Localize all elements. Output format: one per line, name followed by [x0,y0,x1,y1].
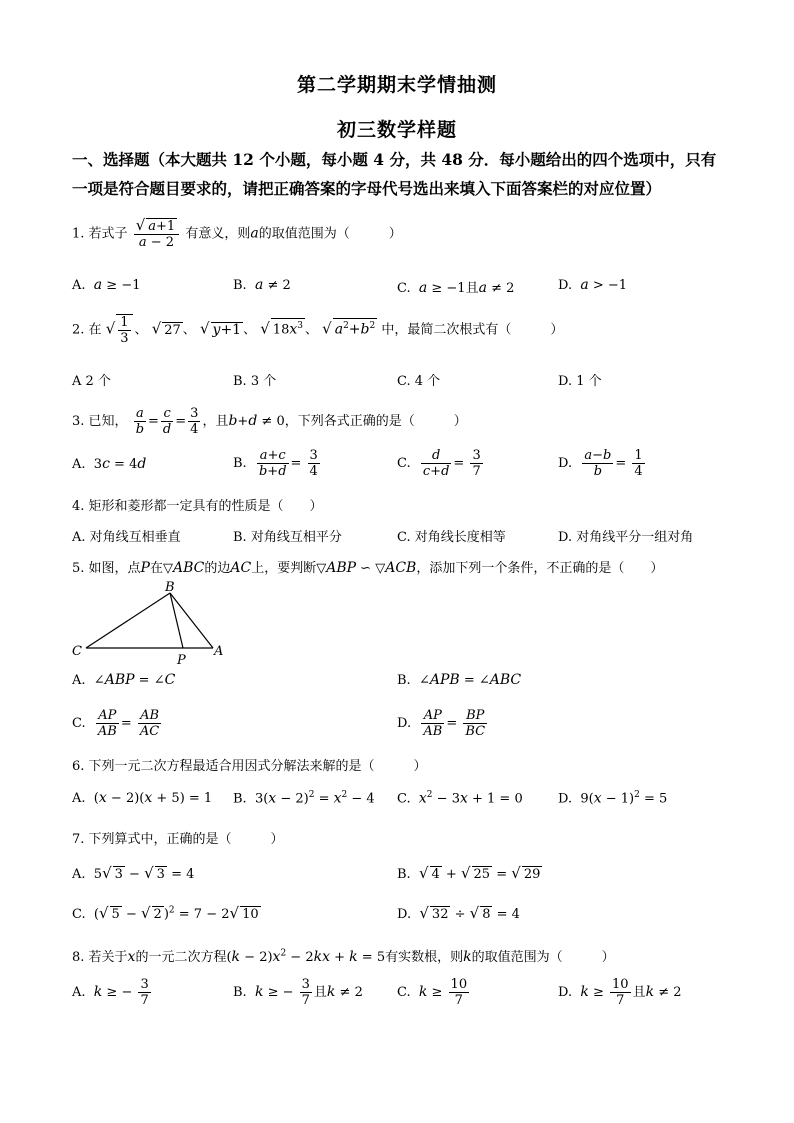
q8-option-a[interactable]: A. k ≥ − $\frac{3}{7}$ [72,977,149,1008]
q4-option-c[interactable]: C. 对角线长度相等 [397,530,506,545]
q5-option-c[interactable]: C. $\frac{AP}{AB}$ = $\frac{AB}{AC}$ [72,708,160,739]
question-2: 2. 在 √ $\frac{1}{3}$ 、 √ 27 、 √ y+1 、 √ $18x^3$ 、 √ $a^2+b^2$ 中，最简二次根式有（ ） [72,315,564,346]
q2-option-a[interactable]: A 2 个 [72,374,111,389]
section-heading-line2: 一项是符合题目要求的，请把正确答案的字母代号选出来填入下面答案栏的对应位置） [72,179,662,198]
q6-option-d[interactable]: D. $9(x - 1)^2 = 5$ [558,790,668,807]
section-heading [72,145,732,203]
q2-option-d[interactable]: D. 1 个 [558,374,602,389]
q8-option-d[interactable]: D. k ≥ $\frac{10}{7}$ 且k ≠ 2 [558,977,682,1008]
q5-option-b[interactable]: B. ∠APB = ∠ABC [397,672,522,688]
q6-option-b[interactable]: B. $3(x - 2)^2 = x^2 - 4$ [233,790,375,807]
q3-option-d[interactable]: D. $\frac{a-b}{b}$ = $\frac{1}{4}$ [558,448,643,479]
q5-option-a[interactable]: A. ∠ABP = ∠C [72,672,176,688]
q3-option-a[interactable]: A. 3c = 4d [72,456,147,472]
q2-option-b[interactable]: B. 3 个 [233,374,277,389]
triangle-figure [70,578,240,666]
section-heading-line1: 一、选择题（本大题共 12 个小题，每小题 4 分，共 48 分．每小题给出的四个选项中，只有 [72,150,717,169]
label-b: B [165,580,175,595]
q1-option-c[interactable]: C. a ≥ −1且a ≠ 2 [397,280,515,296]
q1-prefix: 1. 若式子 [72,226,128,242]
q1-suffix: 有意义，则 [185,226,251,242]
label-p: P [177,653,186,666]
question-5: 5. 如图，点P在▽ABC的边AC上，要判断▽ABP ∽ ▽ACB，添加下列一个条件，不正确的是（ ） [72,560,664,576]
q1-option-a[interactable]: A. a ≥ −1 [72,277,141,293]
q1-option-b[interactable]: B. a ≠ 2 [233,277,291,293]
q7-option-c[interactable]: C. (√ 5 − √ 2 )$^2$ = 7 − 2√ 10 [72,904,259,922]
q1-var: a [250,225,259,242]
q5-option-d[interactable]: D. $\frac{AP}{AB}$ = $\frac{BP}{BC}$ [397,708,486,739]
q3-option-c[interactable]: C. $\frac{d}{c+d}$ = $\frac{3}{7}$ [397,448,481,479]
q4-option-a[interactable]: A. 对角线互相垂直 [72,530,181,545]
q7-option-d[interactable]: D. √ 32 ÷ √ 8 = 4 [397,904,520,922]
q8-option-c[interactable]: C. k ≥ $\frac{10}{7}$ [397,977,468,1008]
q6-option-c[interactable]: C. $x^2 - 3x + 1 = 0$ [397,790,523,807]
label-a: A [214,644,224,659]
label-c: C [72,644,82,659]
question-7: 7. 下列算式中，正确的是（ ） [72,832,284,847]
q3-option-b[interactable]: B. $\frac{a+c}{b+d}$ = $\frac{3}{4}$ [233,448,318,479]
exam-title: 第二学期期末学情抽测 [296,74,497,96]
q8-option-b[interactable]: B. k ≥ − $\frac{3}{7}$ 且k ≠ 2 [233,977,363,1008]
question-1 [72,218,402,250]
q1-expression: $\frac{√ a+1}{a - 2}$ [134,218,180,250]
exam-subtitle: 初三数学样题 [336,119,457,141]
q7-option-a[interactable]: A. 5√ 3 − √ 3 = 4 [72,864,195,882]
q2-option-c[interactable]: C. 4 个 [397,374,441,389]
q7-option-b[interactable]: B. √ 4 + √ 25 = √ 29 [397,864,541,882]
question-4: 4. 矩形和菱形都一定具有的性质是（ ） [72,499,323,514]
question-8: 8. 若关于x的一元二次方程$(k - 2)x^2 - 2kx + k = 5$有实数根，则k的取值范围为（ ） [72,948,615,965]
question-3: 3. 已知， $\frac{a}{b}$ = $\frac{c}{d}$ = $\frac{3}{4}$ ，且b+d ≠ 0，下列各式正确的是（ ） [72,406,467,437]
q1-option-d[interactable]: D. a > −1 [558,277,628,293]
q4-option-d[interactable]: D. 对角线平分一组对角 [558,530,694,545]
question-6: 6. 下列一元二次方程最适合用因式分解法来解的是（ ） [72,759,427,774]
q6-option-a[interactable]: A. (x − 2)(x + 5) = 1 [72,790,213,806]
q4-option-b[interactable]: B. 对角线互相平分 [233,530,342,545]
q1-end: 的取值范围为（ ） [258,226,402,242]
